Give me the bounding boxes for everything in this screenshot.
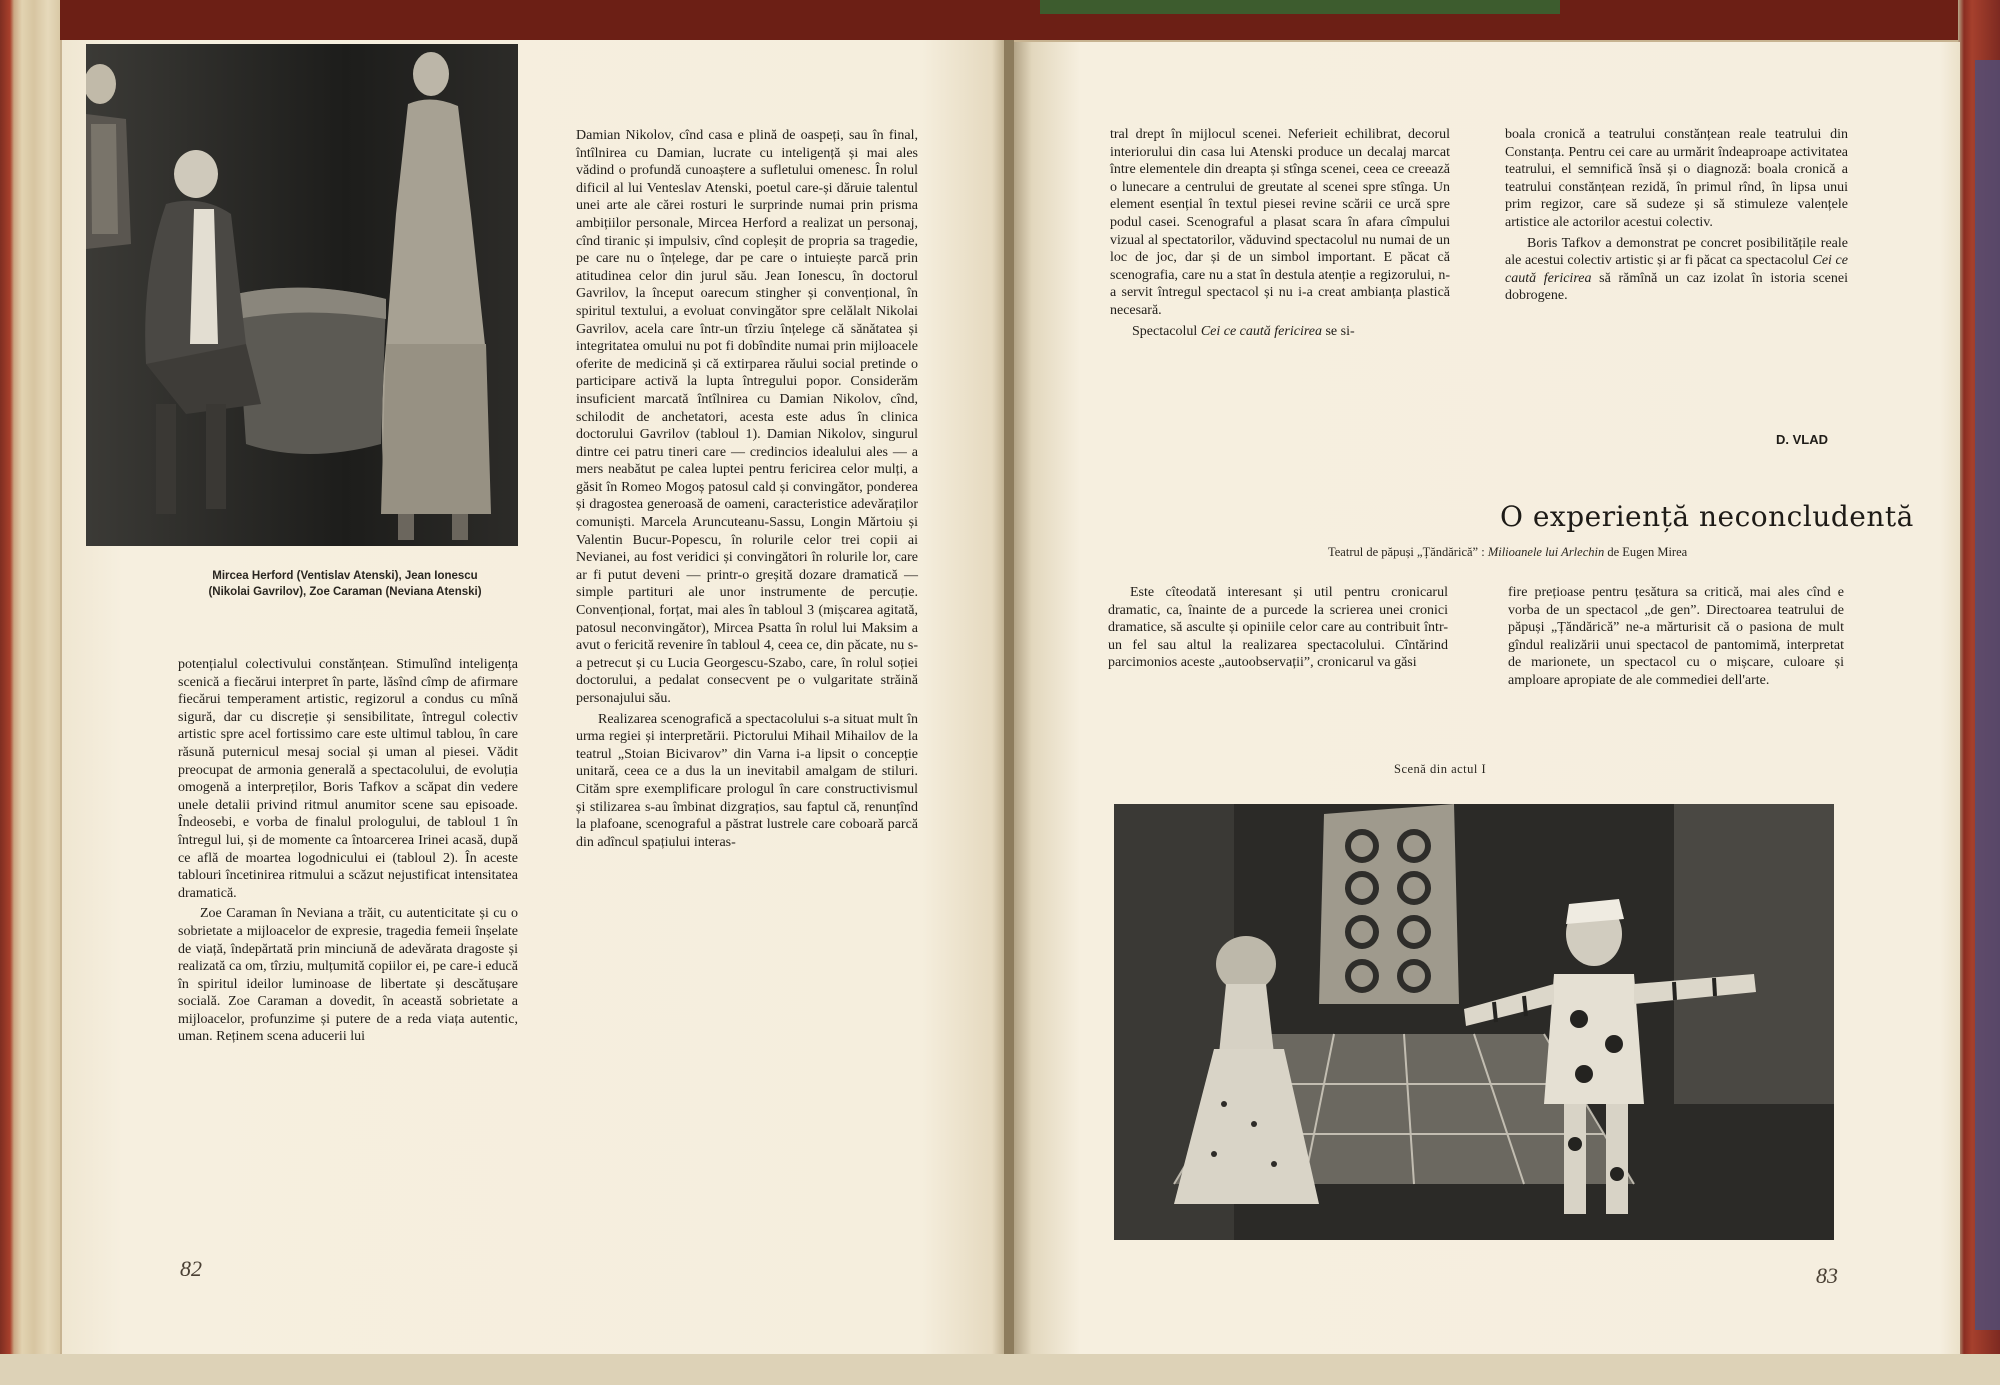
text-run: Teatrul de păpuși „Țăndărică” : [1328,545,1488,559]
text-run: să rămînă un caz izolat în istoria scenei dobrogene. [1505,270,1848,304]
right-page-column-1 [1110,126,1450,340]
play-title: Cei ce caută fericirea [1200,323,1322,339]
article-column-2 [1508,584,1844,690]
play-title: Milioanele lui Arlechin [1487,545,1605,559]
book-edge-left [0,0,60,1385]
paragraph: tral drept în mijlocul scenei. Neferieit echilibrat, decorul interiorului din casa lui Atenski produce un decalaj marcat între elementele din dreapta și stînga scenei, ceea ce creează o lunecare a centrului de greutate al scenei spre stînga. Un element esențial în textul piesei revine scării ce urcă spre podul casei. Scenograful a plasat scara în afara cîmpului vizual al spectatorilor, văduvind spectacolul nu numai de un loc de joc, dar și de un simbol important. E păcat că scenografia, care nu a stat în destula atenție a regizorului, n-a servit întregul spectacol și nu i-a creat ambianța plastică necesară. [1110,127,1450,318]
paragraph: Realizarea scenografică a spectacolului s-a situat mult în urma regiei și interpretării. Pictorului Mihail Mihailov de la teatrul „Stoian Bicivarov” din Varna i-a lipsit o concepție unitară, ceea ce a dus la un inevitabil amalgam de stiluri. Cităm spre exemplificare prologul în care constructivismul și stilizarea s-au îmbinat dizgrațios, sau faptul că, renunțînd la plafoane, scenograful a păstrat lustrele care coboară parcă din adîncul spațiului interas- [576,711,918,850]
photo-caption-scene: Scenă din actul I [1394,762,1487,776]
puppet-scene-photo [1114,804,1834,1240]
paragraph: Zoe Caraman în Neviana a trăit, cu autenticitate și cu o sobrietate a mijloacelor de expresie, tragedia femeii înșelate de viață, îndepărtată prin minciună de adevărata dragoste și realizată ca om, tîrziu, mulțumită copiilor ei, pe care-i educă în spiritul ideilor luminoase de libertate și descătușare socială. Zoe Caraman a dovedit, în această sobrietate a mijloacelor, profunzime și putere de a reda viața autentic, uman. Reținem scena aducerii lui [178,906,518,1045]
paragraph: Damian Nikolov, cînd casa e plină de oaspeți, sau în final, întîlnirea cu Damian, lucrate cu inteligență și mai ales vădind o profundă cunoaștere a sufletului omenesc. În rolul dificil al lui Venteslav Atenski, poetul care-și dăruie talentul unei arte ale cărei rosturi le surprinde numai prin prisma ambițiilor personale, Mircea Herford a realizat un personaj, cînd tiranic și impulsiv, cînd copleșit de propria sa tragedie, pe care nu o înțelege, dar pe care o intuiește parcă prin atitudinea celor din jurul său. Jean Ionescu, în doctorul Gavrilov, la început oarecum stingher și convențional, în spiritul textului, a evoluat convingător spre celălalt Nikolai Gavrilov, acela care într-un tîrziu înțelege că sănătatea și integritatea omului nu pot fi dobîndite numai prin mijloacele oferite de medicină și că extirparea răului social pretinde o participare activă la lupta întregului popor. Considerăm insuficient marcată întîlnirea cu Damian Nikolov, cînd, schilodit de anchetatori, acesta este adus în clinica doctorului Gavrilov (tabloul 1). Damian Nikolov, singurul dintre cei patru tineri care — credincios idealului ales — a mers neabătut pe calea luptei pentru fericirea celor mulți, a găsit în Romeo Mogoș patosul cald și convingător, ponderea și dragostea generoasă de oameni, caracteristice adevăraților comuniști. Marcela Aruncuteanu-Sassu, Longin Mărtoiu și Valentin Bucur-Popescu, în rolurile celor trei copii ai Nevianei, au fost veridici și convingători în rolurile lor, care ar fi putut deveni — printr-o greșită dozare dramatică — simple partituri ale unor instrumente de percuție. Convențional, forțat, mai ales în tabloul 3 (mișcarea agitată, patosul neconvingător), Mircea Psatta în rolul lui Maksim a avut o fericită revenire în tabloul 4, ceea ce, din păcate, nu s-a petrecut și cu Lucia Georgescu-Szabo, care, în rolul soției doctorului, a pedalat consecvent pe o vulgaritate străină personajului său. [576,128,918,706]
author-signature: D. VLAD [1776,432,1828,447]
text-run: Boris Tafkov a demonstrat pe concret posibilitățile reale ale acestui colectiv artistic și ar fi păcat ca spectacolul [1505,235,1848,269]
text-run: Spectacolul [1132,323,1201,339]
article-title: O experiență neconcludentă [1500,500,1914,533]
table-surface [0,1354,2000,1385]
cover-top-green-strip [1040,0,1560,14]
article-column-1 [1108,584,1448,672]
left-page-column-2 [576,127,918,851]
right-page-column-2 [1505,126,1848,305]
book-cover-cloth [1975,60,2000,1330]
theatre-scene-illustration [86,44,518,546]
cover-top-edge [0,0,2000,40]
play-title: Cei ce caută fericirea [1505,253,1848,286]
page-number-right: 83 [1816,1263,1838,1288]
paragraph: Este cîteodată interesant și util pentru cronicarul dramatic, ca, înainte de a purcede la scrierea unei cronici dramatice, să asculte și opiniile celor care au contribuit într-un fel sau altul la realizarea spectacolului. Cîntărind parcimonios aceste „autoobservații”, cronicarul va găsi [1108,585,1448,671]
paragraph [1505,235,1848,305]
paragraph [1110,323,1450,341]
paragraph: potențialul colectivului constănțean. Stimulînd inteligența scenică a fiecărui interpret în parte, lăsînd cîmp de afirmare fiecărui temperament artistic, regizorul a condus cu mînă sigură, dar cu discreție și sensibilitate, întregul colectiv artistic spre acel fortissimo care este ultimul tablou, în care răsună puternicul mesaj social și uman al piesei. Vădit preocupat de armonia generală a spectacolului, de evoluția omogenă a interpreților, Boris Tafkov a scăpat din vedere unele detalii privind ritmul anumitor scene sau episoade. Îndeosebi, e vorba de finalul prologului, de tabloul 1 în întregul lui, și de momente ca întoarcerea Irinei acasă, după ce află de moartea logodnicului ei (tabloul 2). În aceste tablouri încetinirea ritmului a scăzut nejustificat intensitatea dramatică. [178,657,518,901]
book-gutter [1004,40,1014,1354]
page-number-left: 82 [180,1256,202,1281]
text-run: de Eugen Mirea [1604,545,1688,559]
photo-caption: Mircea Herford (Ventislav Atenski), Jean Ionescu (Nikolai Gavrilov), Zoe Caraman (Neviana Atenski) [208,570,482,598]
paragraph: boala cronică a teatrului constănțean reale teatrului din Constanța. Pentru cei care au urmărit îndeaproape activitatea teatrului, el semnifică însă și o diagnoză: boala cronică a teatrului constănțean rezidă, în primul rînd, în lipsa unui prim regizor, care să sudeze și să stimuleze valențele artistice ale actorilor acestui colectiv. [1505,127,1848,230]
article-subtitle [1328,545,1687,560]
theatre-scene-photo [86,44,518,546]
paragraph: fire prețioase pentru țesătura sa critică, mai ales cînd e vorba de un spectacol „de gen”. Directoarea teatrului de păpuși „Țăndărică” ne-a mărturisit că o pasiona de mult gîndul realizării unui spectacol de pantomimă, interpretat de marionete, un spectacol cu o mișcare, culoare și amploare apropiate de ale commediei dell'arte. [1508,585,1844,688]
puppet-scene-illustration [1114,804,1834,1240]
left-page-column-1 [178,656,518,1046]
text-run: se si- [1321,323,1355,339]
